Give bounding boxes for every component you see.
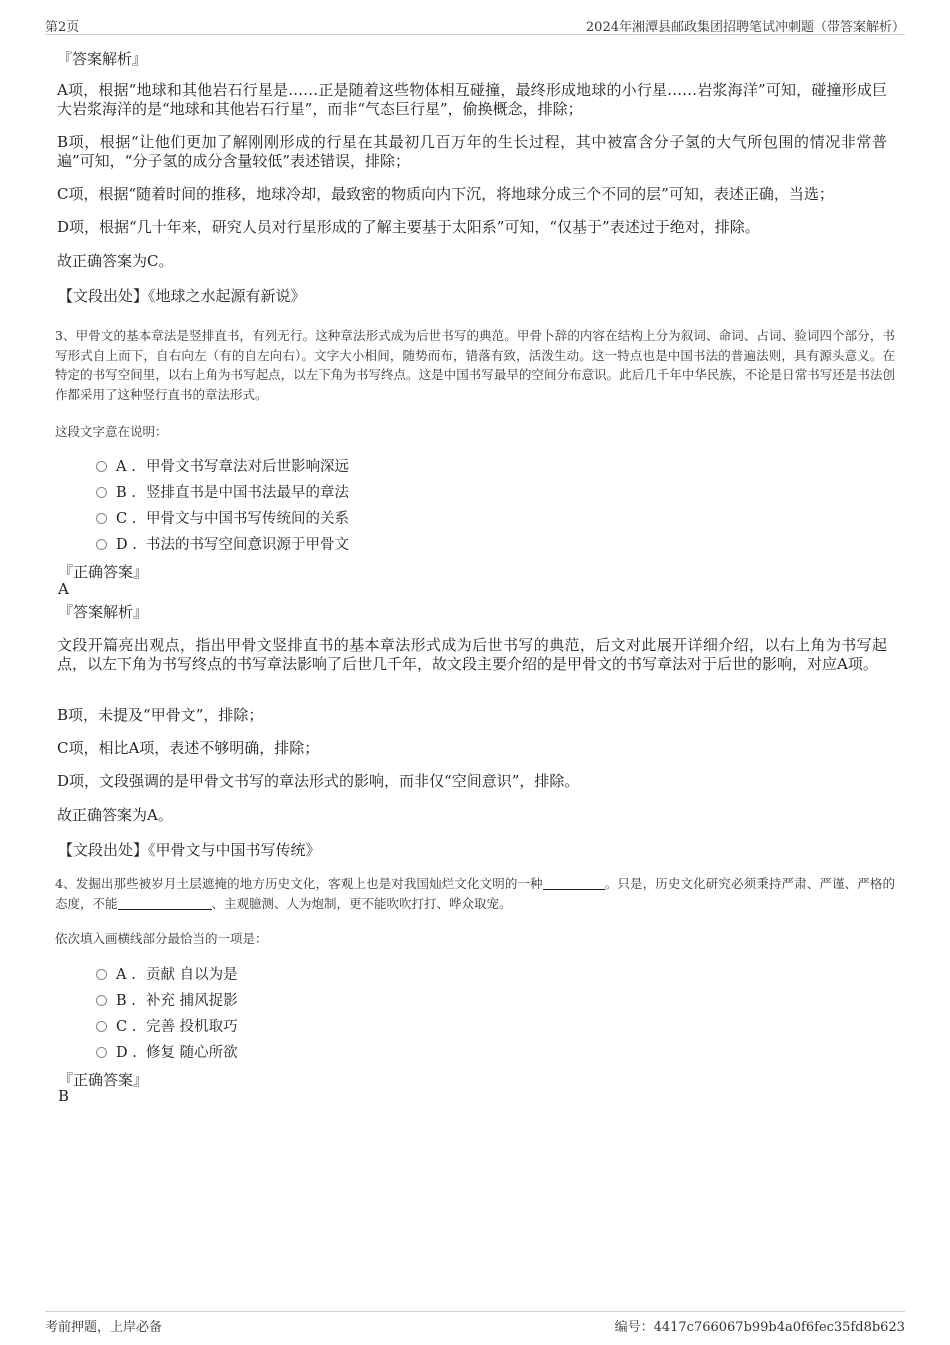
radio-button-icon[interactable] [96, 539, 107, 550]
analysis-conclusion: 故正确答案为C。 [57, 252, 174, 270]
document-title: 2024年湘潭县邮政集团招聘笔试冲刺题（带答案解析） [585, 20, 905, 35]
option-text: 贡献 自以为是 [146, 967, 238, 983]
question-3-option-d[interactable] [96, 533, 349, 553]
source-citation: 【文段出处】《甲骨文与中国书写传统》 [58, 841, 321, 859]
radio-button-icon[interactable] [96, 1047, 107, 1058]
correct-answer-label: 『正确答案』 [58, 1071, 149, 1089]
analysis-paragraph: A项，根据“地球和其他岩石行星是……正是随着这些物体相互碰撞，最终形成地球的小行星……岩浆海洋”可知，碰撞形成巨大岩浆海洋的是“地球和其他岩石行星”，而非“气态巨行星”，偷换概念，排除； [57, 81, 887, 118]
analysis-label: 『答案解析』 [58, 603, 149, 621]
fill-blank-2 [118, 897, 212, 910]
source-citation: 【文段出处】《地球之水起源有新说》 [58, 287, 306, 305]
option-letter: B . [116, 993, 136, 1009]
analysis-paragraph: C项，根据“随着时间的推移，地球冷却，最致密的物质向内下沉，将地球分成三个不同的层”可知，表述正确，当选； [57, 185, 834, 203]
question-4-option-b[interactable] [96, 989, 238, 1009]
radio-button-icon[interactable] [96, 1021, 107, 1032]
option-text: 甲骨文与中国书写传统间的关系 [146, 511, 349, 527]
question-text-part: 。只是，历史文化研究必须秉持严肃、严谨、严格的态度，不能 [55, 876, 895, 911]
analysis-paragraph: B项，未提及“甲骨文”，排除； [57, 706, 264, 724]
analysis-paragraph: B项，根据“让他们更加了解刚刚形成的行星在其最初几百万年的生长过程，其中被富含分子氢的大气所包围的情况非常普遍”可知，“分子氢的成分含量较低”表述错误，排除； [57, 133, 887, 170]
correct-answer-label: 『正确答案』 [58, 563, 149, 581]
question-3-text: 3、甲骨文的基本章法是竖排直书，有列无行。这种章法形式成为后世书写的典范。甲骨卜辞的内容在结构上分为叙词、命词、占词、验词四个部分，书写形式自上而下，自右向左（有的自左向右）。文字大小相间，随势而布，错落有致，活泼生动。这一特点也是中国书法的普遍法则，具有源头意义。在特定的书写空间里，以右上角为书写起点，以左下角为书写终点。这是中国书写最早的空间分布意识。此后几千年中华民族，不论是日常书写还是书法创作都采用了这种竖行直书的章法形式。 [55, 328, 895, 402]
option-letter: A . [116, 459, 136, 475]
question-text-part: 4、发掘出那些被岁月土层遮掩的地方历史文化，客观上也是对我国灿烂文化文明的一种 [55, 876, 543, 891]
question-3-option-b[interactable] [96, 481, 349, 501]
question-4-text [55, 874, 895, 913]
question-3-option-a[interactable] [96, 455, 349, 475]
analysis-label: 『答案解析』 [57, 50, 148, 68]
option-text: 完善 投机取巧 [146, 1019, 238, 1035]
question-3-option-c[interactable] [96, 507, 349, 527]
option-letter: C . [116, 511, 137, 527]
fill-blank-1 [543, 877, 605, 890]
question-4-prompt: 依次填入画横线部分最恰当的一项是： [55, 931, 268, 946]
question-4-option-a[interactable] [96, 963, 238, 983]
option-letter: D . [116, 1045, 137, 1061]
radio-button-icon[interactable] [96, 995, 107, 1006]
correct-answer-value: A [58, 580, 69, 598]
option-text: 补充 捕风捉影 [146, 993, 238, 1009]
question-4-option-d[interactable] [96, 1041, 238, 1061]
document-code: 编号：4417c766067b99b4a0f6fec35fd8b623 [614, 1320, 905, 1335]
question-3-prompt: 这段文字意在说明： [55, 424, 168, 439]
option-text: 修复 随心所欲 [146, 1045, 238, 1061]
option-text: 甲骨文书写章法对后世影响深远 [146, 459, 349, 475]
question-text-part: 、主观臆测、人为炮制，更不能吹吹打打、哗众取宠。 [211, 895, 512, 911]
option-letter: C . [116, 1019, 137, 1035]
analysis-conclusion: 故正确答案为A。 [57, 806, 173, 824]
option-text: 书法的书写空间意识源于甲骨文 [146, 537, 349, 553]
analysis-paragraph: C项，相比A项，表述不够明确，排除； [57, 739, 320, 757]
analysis-paragraph: 文段开篇亮出观点，指出甲骨文竖排直书的基本章法形式成为后世书写的典范，后文对此展开详细介绍，以右上角为书写起点，以左下角为书写终点的书写章法影响了后世几千年，故文段主要介绍的是甲骨文的书写章法对于后世的影响，对应A项。 [57, 636, 887, 673]
radio-button-icon[interactable] [96, 513, 107, 524]
footer-slogan: 考前押题，上岸必备 [45, 1320, 163, 1335]
option-letter: A . [116, 967, 136, 983]
radio-button-icon[interactable] [96, 487, 107, 498]
page-header [45, 14, 905, 35]
radio-button-icon[interactable] [96, 461, 107, 472]
radio-button-icon[interactable] [96, 969, 107, 980]
question-4-option-c[interactable] [96, 1015, 238, 1035]
analysis-paragraph: D项，根据“几十年来，研究人员对行星形成的了解主要基于太阳系”可知，“仅基于”表述过于绝对，排除。 [57, 218, 760, 236]
option-letter: B . [116, 485, 136, 501]
page-number: 第2页 [45, 20, 80, 35]
option-text: 竖排直书是中国书法最早的章法 [146, 485, 349, 501]
correct-answer-value: B [58, 1087, 70, 1105]
page-footer [45, 1311, 905, 1335]
analysis-paragraph: D项，文段强调的是甲骨文书写的章法形式的影响，而非仅“空间意识”，排除。 [57, 772, 580, 790]
option-letter: D . [116, 537, 137, 553]
